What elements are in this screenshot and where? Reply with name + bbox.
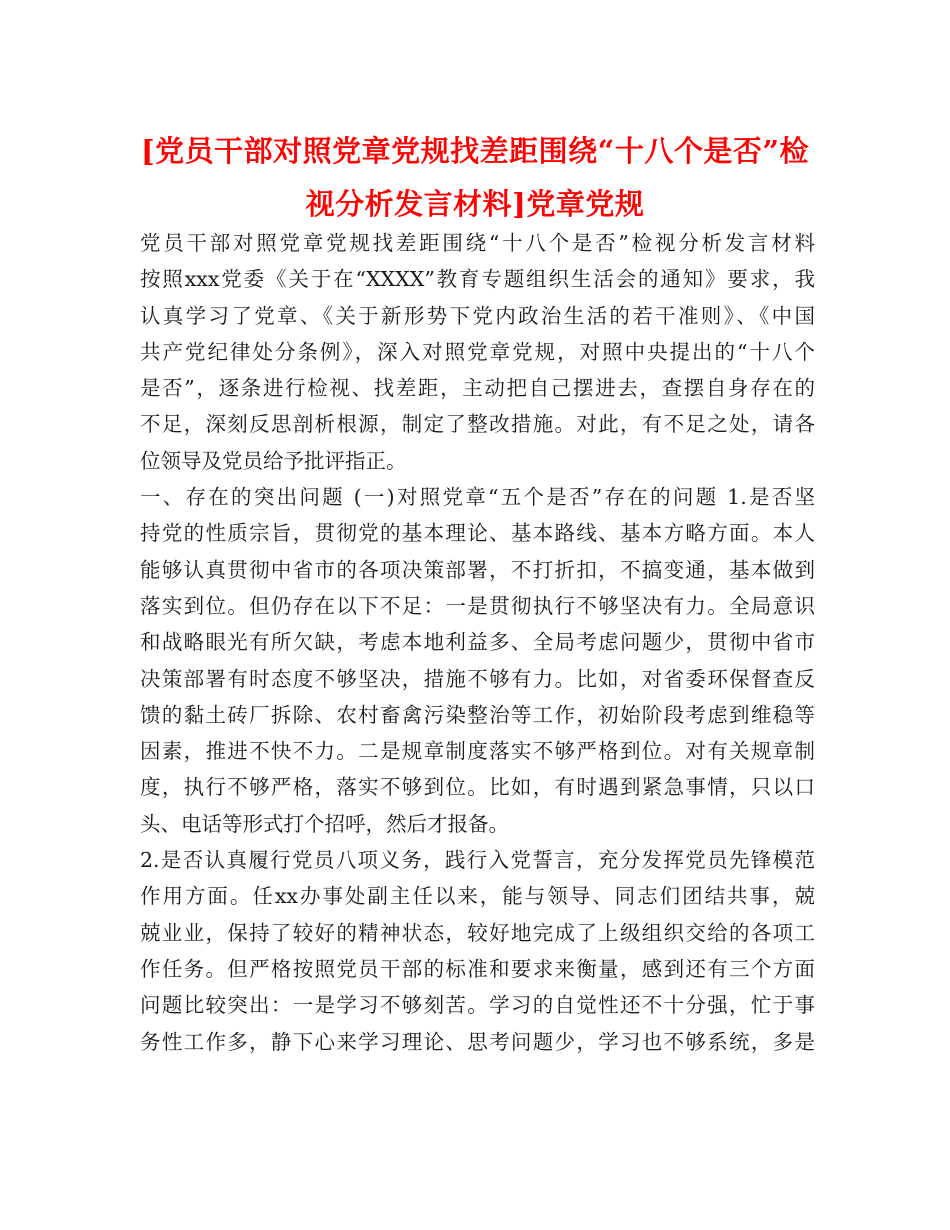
paragraph-line: 能够认真贯彻中省市的各项决策部署，不打折扣，不搞变通，基本做到 (140, 557, 815, 582)
paragraph-line: 务性工作多，静下心来学习理论、思考问题少，学习也不够系统，多是 (140, 1029, 815, 1054)
paragraph-line: 作任务。但严格按照党员干部的标准和要求来衡量，感到还有三个方面 (140, 956, 815, 981)
paragraph-line: 按照xxx党委《关于在“XXXX”教育专题组织生活会的通知》要求，我 (140, 267, 815, 292)
title-line-2: 视分析发言材料]党章党规 (305, 187, 645, 221)
paragraph-line: 因素，推进不快不力。二是规章制度落实不够严格到位。对有关规章制 (140, 739, 815, 764)
paragraph-line: 头、电话等形式打个招呼，然后才报备。 (140, 811, 509, 836)
paragraph-line: 位领导及党员给予批评指正。 (140, 448, 407, 473)
paragraph-line: 是否”，逐条进行检视、找差距，主动把自己摆进去，查摆自身存在的 (140, 376, 815, 401)
paragraph-line: 决策部署有时态度不够坚决，措施不够有力。比如，对省委环保督查反 (140, 666, 815, 691)
paragraph-line: 作用方面。任xx办事处副主任以来，能与领导、同志们团结共事，兢 (140, 884, 815, 909)
paragraph-line: 馈的黏土砖厂拆除、农村畜禽污染整治等工作，初始阶段考虑到维稳等 (140, 702, 815, 727)
paragraph-line: 2.是否认真履行党员八项义务，践行入党誓言，充分发挥党员先锋模范 (140, 848, 815, 873)
document-body (140, 225, 815, 1060)
paragraph-line: 落实到位。但仍存在以下不足：一是贯彻执行不够坚决有力。全局意识 (140, 593, 815, 618)
title-line-1: [党员干部对照党章党规找差距围绕“十八个是否”检 (140, 134, 810, 168)
paragraph-line: 认真学习了党章、《关于新形势下党内政治生活的若干准则》、《中国 (140, 303, 815, 328)
paragraph-line: 问题比较突出：一是学习不够刻苦。学习的自觉性还不十分强，忙于事 (140, 993, 815, 1018)
paragraph-line: 不足，深刻反思剖析根源，制定了整改措施。对此，有不足之处，请各 (140, 412, 815, 437)
paragraph-line: 和战略眼光有所欠缺，考虑本地利益多、全局考虑问题少，贯彻中省市 (140, 630, 815, 655)
paragraph-line: 共产党纪律处分条例》，深入对照党章党规，对照中央提出的“十八个 (140, 339, 815, 364)
paragraph-line: 兢业业，保持了较好的精神状态，较好地完成了上级组织交给的各项工 (140, 920, 815, 945)
paragraph-line: 党员干部对照党章党规找差距围绕“十八个是否”检视分析发言材料 (140, 231, 815, 255)
paragraph-line: 度，执行不够严格，落实不够到位。比如，有时遇到紧急事情，只以口 (140, 775, 815, 800)
paragraph-line: 一、存在的突出问题 (一)对照党章“五个是否”存在的问题 1.是否坚 (140, 485, 815, 510)
document-title (140, 125, 810, 231)
paragraph-line: 持党的性质宗旨，贯彻党的基本理论、基本路线、基本方略方面。本人 (140, 521, 815, 546)
